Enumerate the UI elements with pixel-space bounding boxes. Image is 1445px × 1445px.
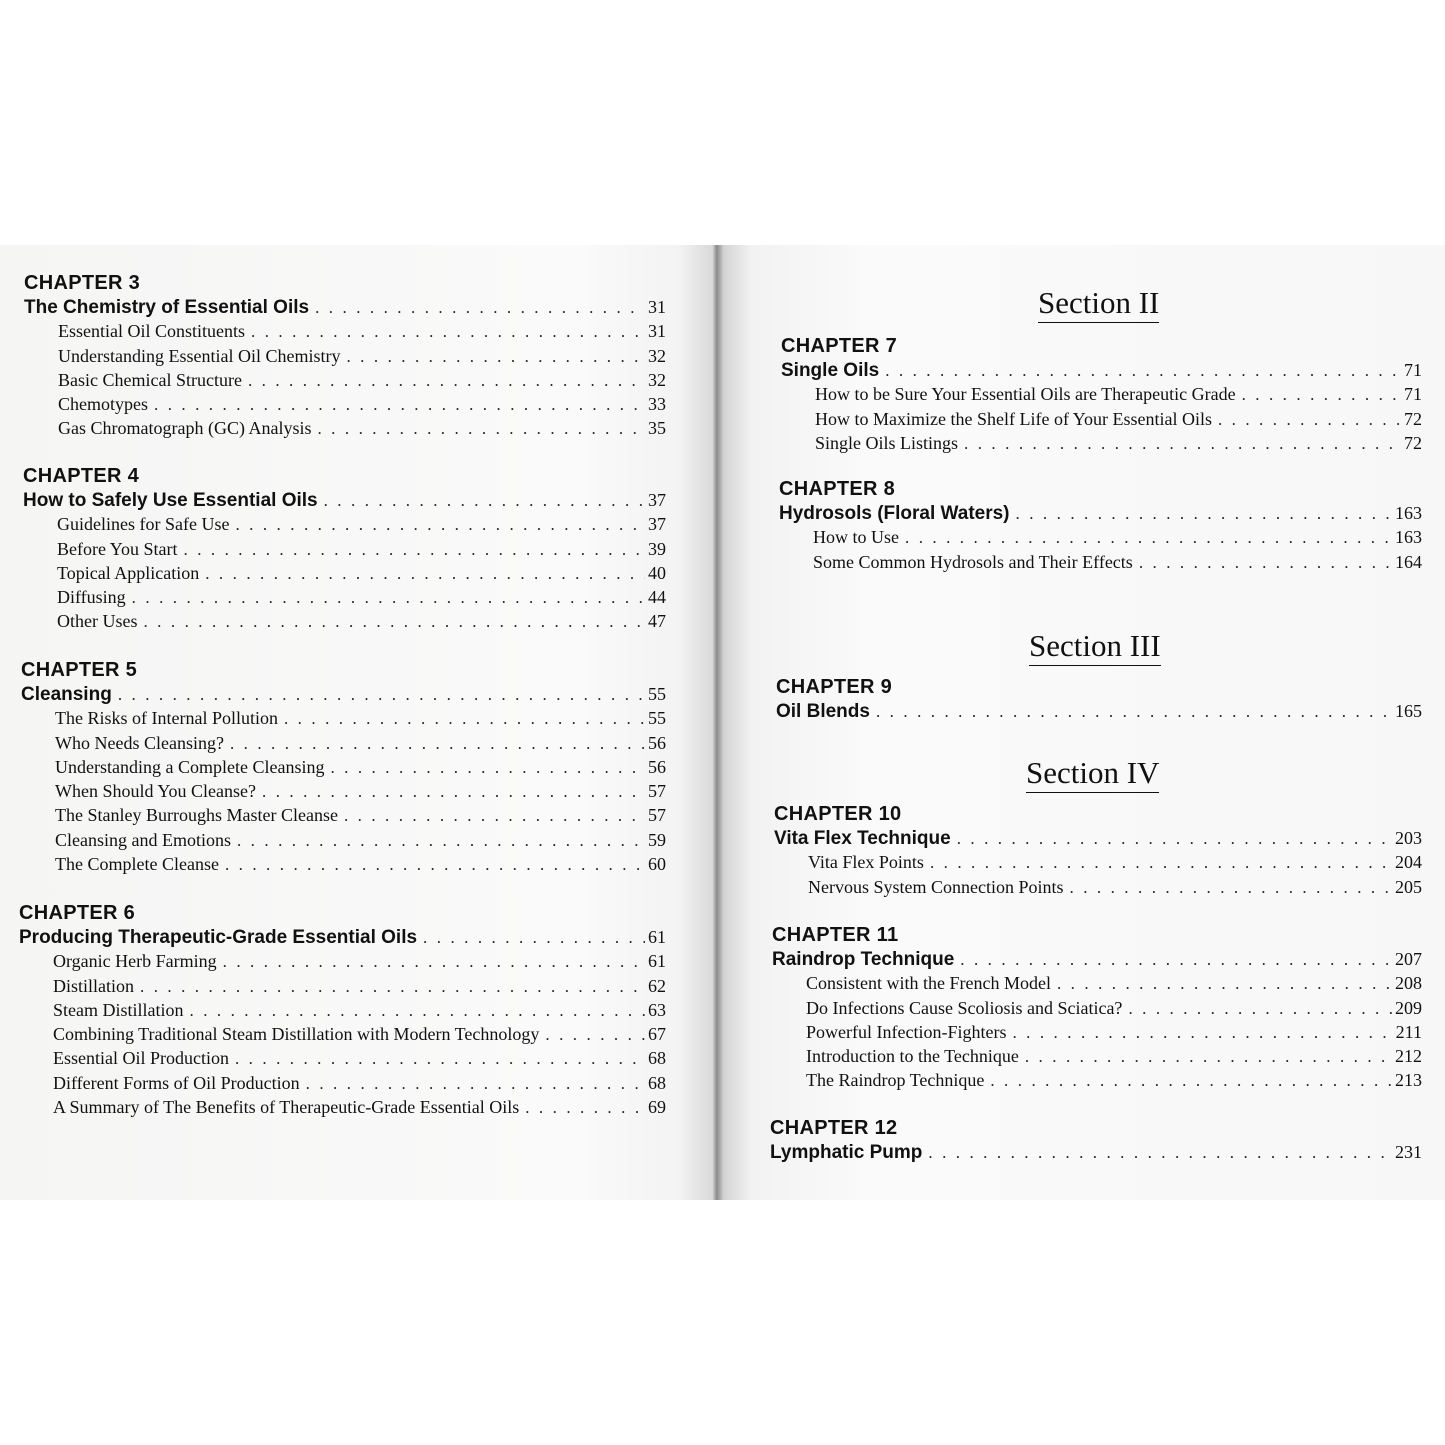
- chapter-title: Producing Therapeutic-Grade Essential Oils: [19, 927, 418, 948]
- toc-entry[interactable]: [779, 550, 1422, 574]
- page-number: 68: [648, 1048, 666, 1069]
- dot-leader: [876, 700, 1392, 724]
- dot-leader: [132, 586, 645, 610]
- page-number: 60: [648, 854, 666, 875]
- entry-title: Organic Herb Farming: [53, 951, 217, 972]
- toc-entry[interactable]: [24, 416, 666, 440]
- chapter-label: CHAPTER 9: [776, 676, 893, 698]
- page-number: 37: [648, 514, 666, 535]
- toc-entry[interactable]: [23, 512, 666, 536]
- dot-leader: [118, 683, 645, 707]
- dot-leader: [237, 829, 645, 853]
- page-number: 203: [1395, 828, 1422, 848]
- chapter-5-block: [21, 658, 666, 876]
- chapter-4-block: [23, 464, 666, 634]
- page-number: 165: [1395, 701, 1422, 721]
- page-number: 69: [648, 1097, 666, 1118]
- chapter-title: The Chemistry of Essential Oils: [24, 297, 310, 318]
- page-number: 55: [648, 684, 666, 704]
- chapter-label: CHAPTER 3: [24, 272, 141, 294]
- toc-entry[interactable]: [781, 431, 1422, 455]
- page-number: 211: [1395, 1021, 1422, 1042]
- entry-title: Powerful Infection-Fighters: [806, 1021, 1007, 1042]
- entry-title: How to Maximize the Shelf Life of Your Essential Oils: [815, 408, 1212, 429]
- toc-entry[interactable]: [24, 392, 666, 416]
- chapter-3-block: [24, 271, 666, 441]
- entry-title: Before You Start: [57, 538, 178, 559]
- page-number: 72: [1404, 432, 1422, 453]
- entry-title: How to be Sure Your Essential Oils are Therapeutic Grade: [815, 384, 1236, 405]
- entry-title: Topical Application: [57, 562, 200, 583]
- page-number: 68: [648, 1072, 666, 1093]
- toc-entry[interactable]: [21, 828, 666, 852]
- page-number: 208: [1395, 973, 1422, 994]
- toc-entry[interactable]: [23, 561, 666, 585]
- dot-leader: [990, 1069, 1392, 1093]
- entry-title: Essential Oil Constituents: [58, 321, 245, 342]
- dot-leader: [1218, 408, 1401, 432]
- dot-leader: [1242, 383, 1401, 407]
- chapter-title: Single Oils: [781, 360, 880, 381]
- dot-leader: [344, 804, 645, 828]
- chapter-10-block: [774, 802, 1422, 899]
- entry-title: Steam Distillation: [53, 999, 184, 1020]
- toc-entry[interactable]: [779, 525, 1422, 549]
- entry-title: Vita Flex Points: [808, 852, 924, 873]
- dot-leader: [235, 513, 645, 537]
- toc-entry[interactable]: [24, 319, 666, 343]
- entry-title: The Raindrop Technique: [806, 1070, 985, 1091]
- dot-leader: [1025, 1045, 1392, 1069]
- dot-leader: [225, 853, 645, 877]
- entry-title: Basic Chemical Structure: [58, 369, 242, 390]
- page-number: 163: [1395, 503, 1422, 523]
- toc-entry[interactable]: [774, 850, 1422, 874]
- dot-leader: [140, 975, 645, 999]
- entry-title: Guidelines for Safe Use: [57, 514, 230, 535]
- dot-leader: [143, 610, 645, 634]
- toc-entry[interactable]: [772, 1020, 1422, 1044]
- entry-title: Understanding Essential Oil Chemistry: [58, 345, 341, 366]
- page-number: 59: [648, 829, 666, 850]
- page-number: 164: [1395, 551, 1422, 572]
- dot-leader: [964, 432, 1401, 456]
- page-number: 40: [648, 562, 666, 583]
- page-number: 63: [648, 999, 666, 1020]
- entry-title: Some Common Hydrosols and Their Effects: [813, 551, 1133, 572]
- page-number: 71: [1404, 384, 1422, 405]
- dot-leader: [930, 851, 1392, 875]
- chapter-title: Lymphatic Pump: [770, 1142, 923, 1163]
- toc-entry[interactable]: [781, 407, 1422, 431]
- chapter-9-block: [776, 675, 1422, 723]
- page-number: 62: [648, 975, 666, 996]
- dot-leader: [1057, 972, 1392, 996]
- page-number: 35: [648, 418, 666, 439]
- page-number: 55: [648, 708, 666, 729]
- chapter-title-row[interactable]: [781, 358, 1422, 382]
- page-number: 44: [648, 587, 666, 608]
- toc-entry[interactable]: [21, 779, 666, 803]
- chapter-title: Cleansing: [21, 684, 112, 705]
- toc-entry[interactable]: [774, 875, 1422, 899]
- dot-leader: [1139, 551, 1392, 575]
- section-heading: Section II: [1038, 285, 1159, 323]
- chapter-title: Vita Flex Technique: [774, 828, 951, 849]
- chapter-title-row[interactable]: [770, 1140, 1422, 1164]
- entry-title: When Should You Cleanse?: [55, 781, 256, 802]
- chapter-title-row[interactable]: [772, 947, 1422, 971]
- entry-title: Diffusing: [57, 587, 126, 608]
- page-number: 205: [1395, 876, 1422, 897]
- page-number: 207: [1395, 949, 1422, 969]
- entry-title: Who Needs Cleansing?: [55, 732, 224, 753]
- section-heading: Section III: [1029, 628, 1161, 666]
- chapter-title-row[interactable]: [779, 501, 1422, 525]
- toc-entry[interactable]: [772, 1068, 1422, 1092]
- dot-leader: [317, 417, 645, 441]
- page-number: 32: [648, 369, 666, 390]
- toc-entry[interactable]: [21, 852, 666, 876]
- toc-entry[interactable]: [19, 1022, 666, 1046]
- entry-title: Essential Oil Production: [53, 1048, 229, 1069]
- entry-title: The Risks of Internal Pollution: [55, 708, 278, 729]
- entry-title: Different Forms of Oil Production: [53, 1072, 300, 1093]
- dot-leader: [545, 1023, 645, 1047]
- entry-title: Combining Traditional Steam Distillation with Modern Technology: [53, 1024, 540, 1045]
- page-number: 209: [1395, 997, 1422, 1018]
- entry-title: How to Use: [813, 527, 899, 548]
- entry-title: The Stanley Burroughs Master Cleanse: [55, 805, 338, 826]
- page-number: 213: [1395, 1070, 1422, 1091]
- entry-title: A Summary of The Benefits of Therapeutic-Grade Essential Oils: [53, 1097, 520, 1118]
- page-number: 163: [1395, 527, 1422, 548]
- dot-leader: [154, 393, 645, 417]
- dot-leader: [223, 950, 645, 974]
- page-number: 56: [648, 732, 666, 753]
- page-number: 39: [648, 538, 666, 559]
- chapter-11-block: [772, 923, 1422, 1093]
- page-number: 31: [648, 321, 666, 342]
- page-number: 72: [1404, 408, 1422, 429]
- chapter-title-row[interactable]: [23, 488, 666, 512]
- toc-entry[interactable]: [772, 996, 1422, 1020]
- dot-leader: [957, 827, 1392, 851]
- dot-leader: [248, 369, 645, 393]
- chapter-7-block: [781, 334, 1422, 455]
- chapter-6-block: [19, 901, 666, 1119]
- chapter-title: Oil Blends: [776, 701, 870, 722]
- page-number: 57: [648, 781, 666, 802]
- dot-leader: [905, 526, 1392, 550]
- entry-title: The Complete Cleanse: [55, 854, 219, 875]
- toc-entry[interactable]: [21, 803, 666, 827]
- chapter-label: CHAPTER 8: [779, 478, 896, 500]
- chapter-title-row[interactable]: [776, 699, 1422, 723]
- dot-leader: [184, 538, 646, 562]
- toc-entry[interactable]: [19, 1046, 666, 1070]
- page-number: 204: [1395, 852, 1422, 873]
- chapter-label: CHAPTER 12: [770, 1117, 898, 1139]
- toc-entry[interactable]: [19, 998, 666, 1022]
- chapter-label: CHAPTER 4: [23, 465, 140, 487]
- toc-entry[interactable]: [24, 368, 666, 392]
- chapter-label: CHAPTER 10: [774, 803, 902, 825]
- dot-leader: [230, 732, 645, 756]
- dot-leader: [190, 999, 646, 1023]
- dot-leader: [315, 296, 645, 320]
- toc-entry[interactable]: [772, 1044, 1422, 1068]
- book-spread: [0, 245, 1445, 1200]
- dot-leader: [205, 562, 645, 586]
- page-number: 32: [648, 345, 666, 366]
- dot-leader: [525, 1096, 645, 1120]
- toc-entry[interactable]: [21, 731, 666, 755]
- chapter-title: Raindrop Technique: [772, 949, 955, 970]
- page-number: 61: [648, 951, 666, 972]
- entry-title: Gas Chromatograph (GC) Analysis: [58, 418, 312, 439]
- dot-leader: [306, 1072, 645, 1096]
- chapter-label: CHAPTER 6: [19, 902, 136, 924]
- chapter-title: How to Safely Use Essential Oils: [23, 490, 318, 511]
- page-number: 47: [648, 611, 666, 632]
- chapter-8-block: [779, 477, 1422, 574]
- dot-leader: [251, 320, 645, 344]
- toc-entry[interactable]: [21, 706, 666, 730]
- dot-leader: [235, 1047, 645, 1071]
- dot-leader: [928, 1141, 1392, 1165]
- entry-title: Nervous System Connection Points: [808, 876, 1064, 897]
- dot-leader: [1016, 502, 1392, 526]
- toc-entry[interactable]: [19, 1095, 666, 1119]
- dot-leader: [324, 489, 645, 513]
- entry-title: Consistent with the French Model: [806, 973, 1051, 994]
- entry-title: Single Oils Listings: [815, 432, 959, 453]
- entry-title: Cleansing and Emotions: [55, 829, 231, 850]
- page-number: 212: [1395, 1046, 1422, 1067]
- toc-entry[interactable]: [23, 537, 666, 561]
- page-number: 71: [1404, 360, 1422, 380]
- page-number: 57: [648, 805, 666, 826]
- page-number: 31: [648, 297, 666, 317]
- dot-leader: [1070, 876, 1393, 900]
- page-number: 231: [1395, 1142, 1422, 1162]
- chapter-title-row[interactable]: [774, 826, 1422, 850]
- toc-entry[interactable]: [781, 382, 1422, 406]
- page-number: 56: [648, 756, 666, 777]
- toc-entry[interactable]: [21, 755, 666, 779]
- page-number: 61: [648, 927, 666, 947]
- dot-leader: [346, 345, 645, 369]
- dot-leader: [262, 780, 645, 804]
- toc-entry[interactable]: [23, 585, 666, 609]
- dot-leader: [423, 926, 645, 950]
- entry-title: Do Infections Cause Scoliosis and Sciatica?: [806, 997, 1123, 1018]
- chapter-12-block: [770, 1116, 1422, 1164]
- entry-title: Understanding a Complete Cleansing: [55, 756, 325, 777]
- toc-entry[interactable]: [772, 971, 1422, 995]
- toc-entry[interactable]: [19, 949, 666, 973]
- chapter-title-row[interactable]: [19, 925, 666, 949]
- page-number: 33: [648, 394, 666, 415]
- entry-title: Distillation: [53, 975, 134, 996]
- chapter-title: Hydrosols (Floral Waters): [779, 503, 1010, 524]
- chapter-title-row[interactable]: [24, 295, 666, 319]
- entry-title: Introduction to the Technique: [806, 1046, 1019, 1067]
- dot-leader: [330, 756, 645, 780]
- entry-title: Chemotypes: [58, 394, 148, 415]
- toc-entry[interactable]: [23, 609, 666, 633]
- dot-leader: [1128, 997, 1392, 1021]
- dot-leader: [284, 707, 645, 731]
- toc-entry[interactable]: [24, 344, 666, 368]
- chapter-label: CHAPTER 7: [781, 335, 898, 357]
- entry-title: Other Uses: [57, 611, 138, 632]
- dot-leader: [1012, 1021, 1392, 1045]
- chapter-title-row[interactable]: [21, 682, 666, 706]
- chapter-label: CHAPTER 5: [21, 659, 138, 681]
- page-number: 67: [648, 1024, 666, 1045]
- section-heading: Section IV: [1026, 755, 1159, 793]
- toc-entry[interactable]: [19, 974, 666, 998]
- dot-leader: [960, 948, 1392, 972]
- chapter-label: CHAPTER 11: [772, 924, 899, 946]
- toc-entry[interactable]: [19, 1071, 666, 1095]
- dot-leader: [885, 359, 1401, 383]
- page-number: 37: [648, 490, 666, 510]
